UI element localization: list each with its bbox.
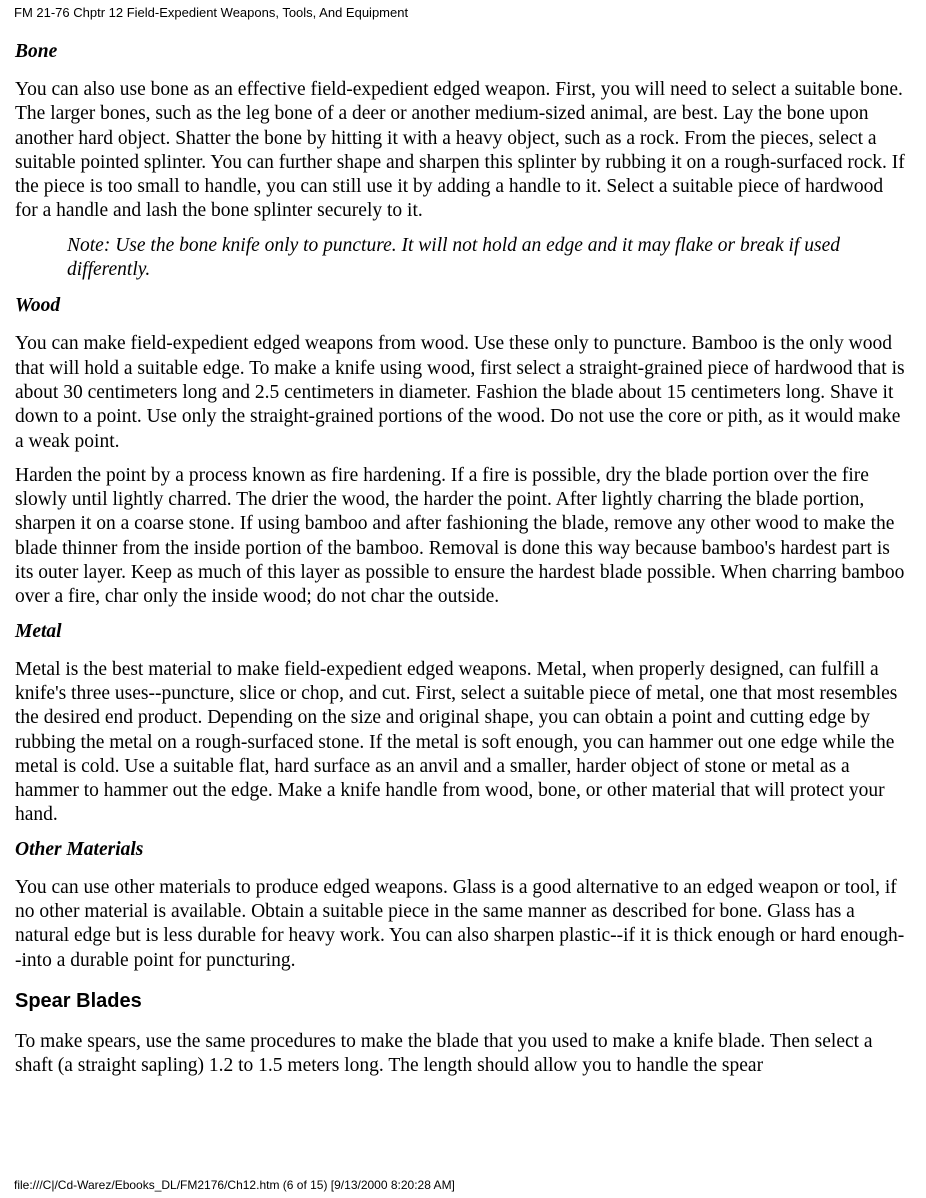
page-footer: file:///C|/Cd-Warez/Ebooks_DL/FM2176/Ch12.htm (6 of 15) [9/13/2000 8:20:28 AM]	[14, 1178, 455, 1192]
note-bone-knife: Note: Use the bone knife only to puncture. It will not hold an edge and it may flake or break if used differently.	[67, 234, 840, 281]
paragraph-other-materials: You can use other materials to produce edged weapons. Glass is a good alternative to an edged weapon or tool, if no other material is available. Obtain a suitable piece in the same manner as described for bone. Glass has a natural edge but is less durable for heavy work. You can also sharpen plastic--if it is thick enough or hard enough--into a durable point for puncturing.	[15, 876, 905, 971]
section-heading-metal: Metal	[15, 620, 62, 642]
paragraph-spear-blades: To make spears, use the same procedures to make the blade that you used to make a knife blade. Then select a shaft (a straight sapling) 1.2 to 1.5 meters long. The length should allow you to handle the spear	[15, 1030, 873, 1077]
page-header: FM 21-76 Chptr 12 Field-Expedient Weapons, Tools, And Equipment	[14, 5, 409, 20]
section-heading-spear-blades: Spear Blades	[15, 989, 142, 1012]
paragraph-wood-1: You can make field-expedient edged weapons from wood. Use these only to puncture. Bamboo is the only wood that will hold a suitable edge. To make a knife using wood, first select a straight-grained piece of hardwood that is about 30 centimeters long and 2.5 centimeters in diameter. Fashion the blade about 15 centimeters long. Shave it down to a point. Use only the straight-grained portions of the wood. Do not use the core or pith, as it would make a weak point.	[15, 333, 905, 452]
paragraph-bone: You can also use bone as an effective field-expedient edged weapon. First, you will need to select a suitable bone. The larger bones, such as the leg bone of a deer or another medium-sized animal, are best. Lay the bone upon another hard object. Shatter the bone by hitting it with a heavy object, such as a rock. From the pieces, select a suitable pointed splinter. You can further shape and sharpen this splinter by rubbing it on a rough-surfaced rock. If the piece is too small to handle, you can still use it by adding a handle to it. Select a suitable piece of hardwood for a handle and lash the bone splinter securely to it.	[15, 79, 905, 222]
paragraph-wood-2: Harden the point by a process known as fire hardening. If a fire is possible, dry the blade portion over the fire slowly until lightly charred. The drier the wood, the harder the point. After lightly charring the blade portion, sharpen it on a coarse stone. If using bamboo and after fashioning the blade, remove any other wood to make the blade thinner from the inside portion of the bamboo. Removal is done this way because bamboo's hardest part is its outer layer. Keep as much of this layer as possible to ensure the hardest blade possible. When charring bamboo over a fire, char only the inside wood; do not char the outside.	[15, 464, 905, 608]
section-heading-other-materials: Other Materials	[15, 838, 144, 860]
paragraph-metal: Metal is the best material to make field-expedient edged weapons. Metal, when properly designed, can fulfill a knife's three uses--puncture, slice or chop, and cut. First, select a suitable piece of metal, one that most resembles the desired end product. Depending on the size and original shape, you can obtain a point and cutting edge by rubbing the metal on a rough-surfaced stone. If the metal is soft enough, you can hammer out one edge while the metal is cold. Use a suitable flat, hard surface as an anvil and a smaller, harder object of stone or metal as a hammer to hammer out the edge. Make a knife handle from wood, bone, or other material that will protect your hand.	[15, 658, 898, 826]
document-body	[15, 40, 910, 1089]
section-heading-bone: Bone	[15, 41, 58, 62]
section-heading-wood: Wood	[15, 295, 61, 317]
